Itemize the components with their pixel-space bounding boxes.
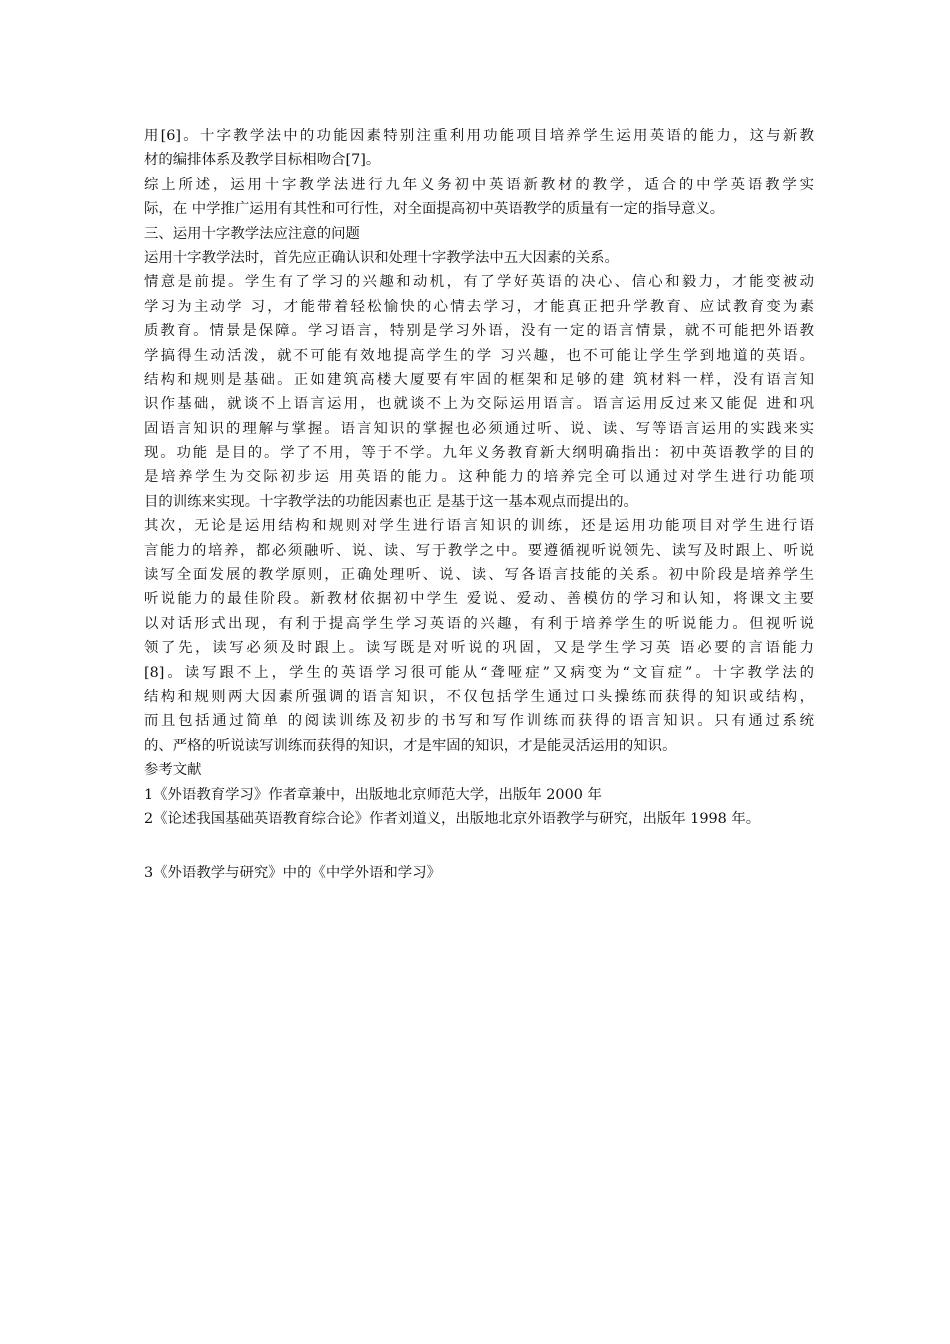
paragraph-factors <box>144 270 814 514</box>
text-line: 材的编排体系及教学目标相吻合[7]。 <box>144 152 381 169</box>
references-title: 参考文献 <box>144 762 202 779</box>
text-line: 固语言知识的理解与掌握。语言知识的掌握也必须通过听、说、读、写等语言运用的实践来实 <box>144 420 814 437</box>
text-line: [8]。读写跟不上，学生的英语学习很可能从“聋哑症”又病变为“文盲症”。十字教学法的 <box>144 664 814 681</box>
text-line: 言能力的培养，都必须融听、说、读、写于教学之中。要遵循视听说领先、读写及时跟上、听说 <box>144 542 814 559</box>
text-line: 其次，无论是运用结构和规则对学生进行语言知识的训练，还是运用功能项目对学生进行语 <box>144 518 814 535</box>
text-line: 质教育。情景是保障。学习语言，特别是学习外语，没有一定的语言情景，就不可能把外语教 <box>144 323 814 340</box>
reference-item-3: 3《外语教学与研究》中的《中学外语和学习》 <box>144 865 441 882</box>
text-line: 领了先，读写必须及时跟上。读写既是对听说的巩固，又是学生学习英 语必要的言语能力 <box>144 640 814 657</box>
text-line: 而且包括通过简单 的阅读训练及初步的书写和写作训练而获得的语言知识。只有通过系统 <box>144 713 814 730</box>
paragraph-continuation <box>144 124 814 173</box>
document-page <box>144 124 814 886</box>
text-line: 识作基础，就谈不上语言运用，也就谈不上为交际运用语言。语言运用反过来又能促 进和巩 <box>144 396 814 413</box>
text-line: 是培养学生为交际初步运 用英语的能力。这种能力的培养完全可以通过对学生进行功能项 <box>144 469 814 486</box>
reference-item-2: 2《论述我国基础英语教育综合论》作者刘道义，出版地北京外语教学与研究，出版年 1998 年。 <box>144 810 761 827</box>
text-line: 学搞得生动活泼，就不可能有效地提高学生的学 习兴趣，也不可能让学生学到地道的英语。 <box>144 347 814 364</box>
text-line: 三、运用十字教学法应注意的问题 <box>144 225 360 242</box>
references-section <box>144 758 814 886</box>
text-line: 读写全面发展的教学原则，正确处理听、说、读、写各语言技能的关系。初中阶段是培养学生 <box>144 567 814 584</box>
text-line: 结构和规则是基础。正如建筑高楼大厦要有牢固的框架和足够的建 筑材料一样，没有语言知 <box>144 371 814 388</box>
body-text <box>144 124 814 758</box>
section-heading <box>144 222 814 246</box>
text-line: 学习为主动学 习，才能带着轻松愉快的心情去学习，才能真正把升学教育、应试教育变为素 <box>144 298 814 315</box>
text-line: 目的训练来实现。十字教学法的功能因素也正 是基于这一基本观点而提出的。 <box>144 493 638 510</box>
text-line: 情意是前提。学生有了学习的兴趣和动机，有了学好英语的决心、信心和毅力，才能变被动 <box>144 274 814 291</box>
text-line: 际，在 中学推广运用有其性和可行性，对全面提高初中英语教学的质量有一定的指导意义。 <box>144 201 725 218</box>
text-line: 以对话形式出现，有利于提高学生学习英语的兴趣，有利于培养学生的听说能力。但视听说 <box>144 615 814 632</box>
paragraph-secondly <box>144 514 814 758</box>
text-line: 的、严格的听说读写训练而获得的知识，才是牢固的知识，才是能灵活运用的知识。 <box>144 737 677 754</box>
text-line: 结构和规则两大因素所强调的语言知识，不仅包括学生通过口头操练而获得的知识或结构， <box>144 688 814 705</box>
text-line: 现。功能 是目的。学了不用，等于不学。九年义务教育新大纲明确指出：初中英语教学的目的 <box>144 445 814 462</box>
text-line: 综上所述，运用十字教学法进行九年义务初中英语新教材的教学，适合的中学英语教学实 <box>144 176 814 193</box>
text-line: 运用十字教学法时，首先应正确认识和处理十字教学法中五大因素的关系。 <box>144 249 619 266</box>
reference-item-1: 1《外语教育学习》作者章兼中，出版地北京师范大学，出版年 2000 年 <box>144 786 602 803</box>
paragraph-conclusion <box>144 173 814 222</box>
paragraph-intro <box>144 246 814 270</box>
text-line: 用[6]。十字教学法中的功能因素特别注重利用功能项目培养学生运用英语的能力，这与新教 <box>144 128 814 144</box>
text-line: 听说能力的最佳阶段。新教材依据初中学生 爱说、爱动、善模仿的学习和认知，将课文主要 <box>144 591 814 608</box>
reference-spacer <box>144 831 814 861</box>
